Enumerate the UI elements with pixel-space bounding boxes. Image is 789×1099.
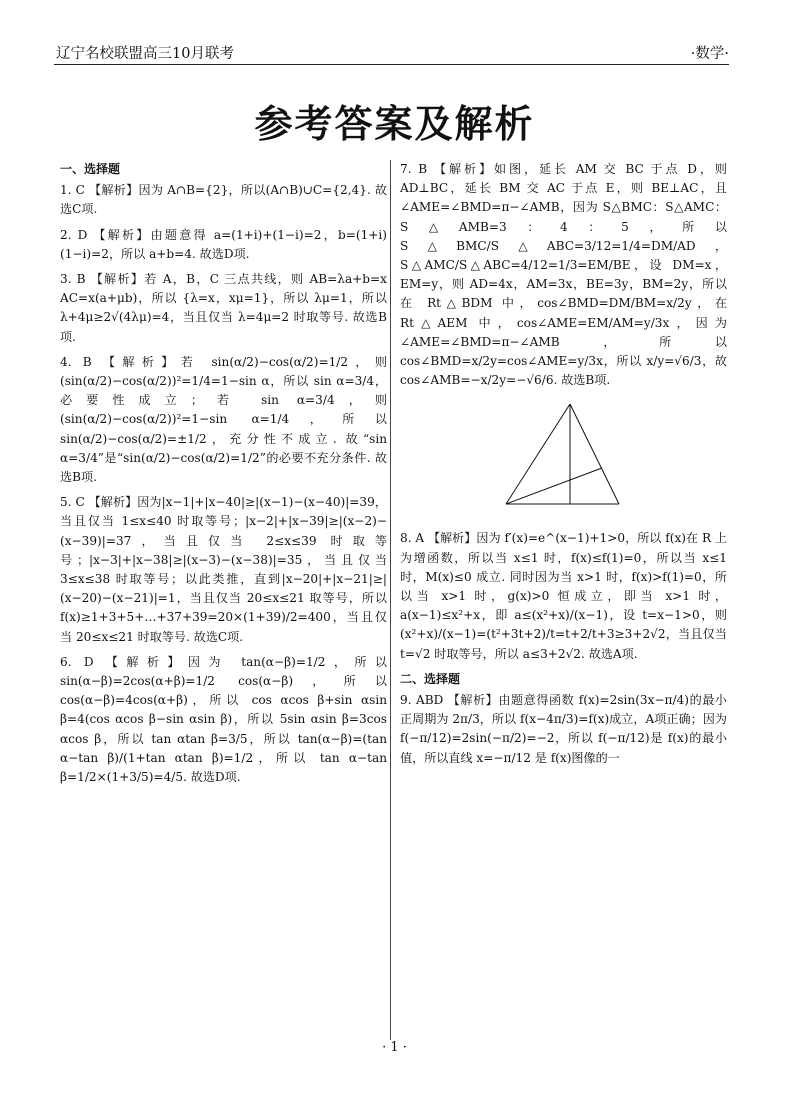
- answer-item-9: 9. ABD 【解析】由题意得函数 f(x)=2sin(3x−π/4)的最小正周期为 2π/3，所以 f(x−4π/3)=f(x)成立，A项正确；因为 f(−π/12)=2sin(−π/2)=−2，所以 f(−π/12)是 f(x)的最小值，所以直线 x=−π/12 是 f(x)图像的一: [400, 693, 727, 765]
- right-column: [400, 160, 727, 774]
- answer-item-8: 8. A 【解析】因为 f′(x)=e^(x−1)+1>0，所以 f(x)在 R 上为增函数，所以当 x≤1 时，f(x)≤f(1)=0，所以当 x≤1 时，M(x)≤0 成立. 同时因为当 x>1 时，f(x)>f(1)=0，所以当 x>1 时，g(x)>0 恒成立，即当 x>1 时，a(x−1)≤x²+x，即 a≤(x²+x)/(x−1)，设 t=x−1>0，则 (x²+x)/(x−1)=(t²+3t+2)/t=t+2/t+3≥3+2√2，当且仅当 t=√2 时取等号，所以 a≤3+2√2. 故选A项.: [400, 531, 727, 661]
- segment-be: [506, 468, 602, 504]
- answer-item-7: 7. B 【解析】如图，延长 AM 交 BC 于点 D，则 AD⊥BC，延长 BM 交 AC 于点 E，则 BE⊥AC，且∠AME=∠BMD=π−∠AMB，因为 S△BMC：S△AMC：S△AMB=3：4：5，所以 S△BMC/S△ABC=3/12=1/4=DM/AD，S△AMC/S△ABC=4/12=1/3=EM/BE，设 DM=x，EM=y，则 AD=4x，AM=3x，BE=3y，BM=2y，所以在 Rt△BDM 中，cos∠BMD=DM/BM=x/2y，在 Rt△AEM 中，cos∠AME=EM/AM=y/3x，因为∠AME=∠BMD=π−∠AMB，所以 cos∠BMD=x/2y=cos∠AME=y/3x，所以 x/y=√6/3，故 cos∠AMB=−x/2y=−√6/6. 故选B项.: [400, 162, 727, 388]
- answer-item-1: 1. C 【解析】因为 A∩B={2}，所以(A∩B)∪C={2,4}. 故选C项.: [60, 183, 387, 217]
- page-title: 参考答案及解析: [254, 102, 535, 146]
- answer-item-2: 2. D 【解析】由题意得 a=(1+i)+(1−i)=2，b=(1+i)(1−i)=2，所以 a+b=4. 故选D项.: [60, 227, 387, 261]
- segment-ab: [506, 404, 570, 504]
- exam-name: 辽宁名校联盟高三10月联考: [56, 46, 234, 62]
- section-heading-multi-choice: 二、选择题: [400, 671, 461, 686]
- triangle-figure: [400, 396, 727, 521]
- section-heading-choice: 一、选择题: [60, 162, 121, 176]
- column-divider: [390, 160, 391, 1040]
- page-header: [54, 40, 729, 65]
- answer-item-6: 6. D 【解析】因为 tan(α−β)=1/2，所以 sin(α−β)=2cos(α+β)=1/2 cos(α−β)，所以 cos(α−β)=4cos(α+β)，所以 cos αcos β+sin αsin β=4(cos αcos β−sin αsin β)，所以 5sin αsin β=3cos αcos β，所以 tan αtan β=3/5，所以 tan(α−β)=(tan α−tan β)/(1+tan αtan β)=1/2，所以 tan α−tan β=1/2×(1+3/5)=4/5. 故选D项.: [60, 654, 387, 785]
- segment-ac: [570, 404, 619, 504]
- answer-item-4: 4. B 【解析】若 sin(α/2)−cos(α/2)=1/2，则 (sin(α/2)−cos(α/2))²=1/4=1−sin α，所以 sin α=3/4，必要性成立；若 sin α=3/4，则 (sin(α/2)−cos(α/2))²=1−sin α=1/4，所以 sin(α/2)−cos(α/2)=±1/2，充分性不成立. 故“sin α=3/4”是“sin(α/2)−cos(α/2)=1/2”的必要不充分条件. 故选B项.: [60, 354, 387, 485]
- subject-label: ·数学·: [690, 46, 729, 62]
- answer-item-3: 3. B 【解析】若 A，B，C 三点共线，则 AB=λa+b=x AC=x(a+μb)，所以 {λ=x，xμ=1}，所以 λμ=1，所以 λ+4μ≥2√(4λμ)=4，当且仅当 λ=4μ=2 时取等号. 故选B项.: [60, 272, 387, 344]
- triangle-diagram: [494, 396, 634, 521]
- left-column: [60, 160, 387, 793]
- page-number: · 1 ·: [382, 1040, 407, 1055]
- answer-item-5: 5. C 【解析】因为|x−1|+|x−40|≥|(x−1)−(x−40)|=39，当且仅当 1≤x≤40 时取等号；|x−2|+|x−39|≥|(x−2)−(x−39)|=37，当且仅当 2≤x≤39 时取等号；|x−3|+|x−38|≥|(x−3)−(x−38)|=35，当且仅当 3≤x≤38 时取等号；以此类推，直到|x−20|+|x−21|≥|(x−20)−(x−21)|=1，当且仅当 20≤x≤21 取等号，所以 f(x)≥1+3+5+…+37+39=20×(1+39)/2=400，当且仅当 20≤x≤21 时取等号. 故选C项.: [60, 495, 387, 644]
